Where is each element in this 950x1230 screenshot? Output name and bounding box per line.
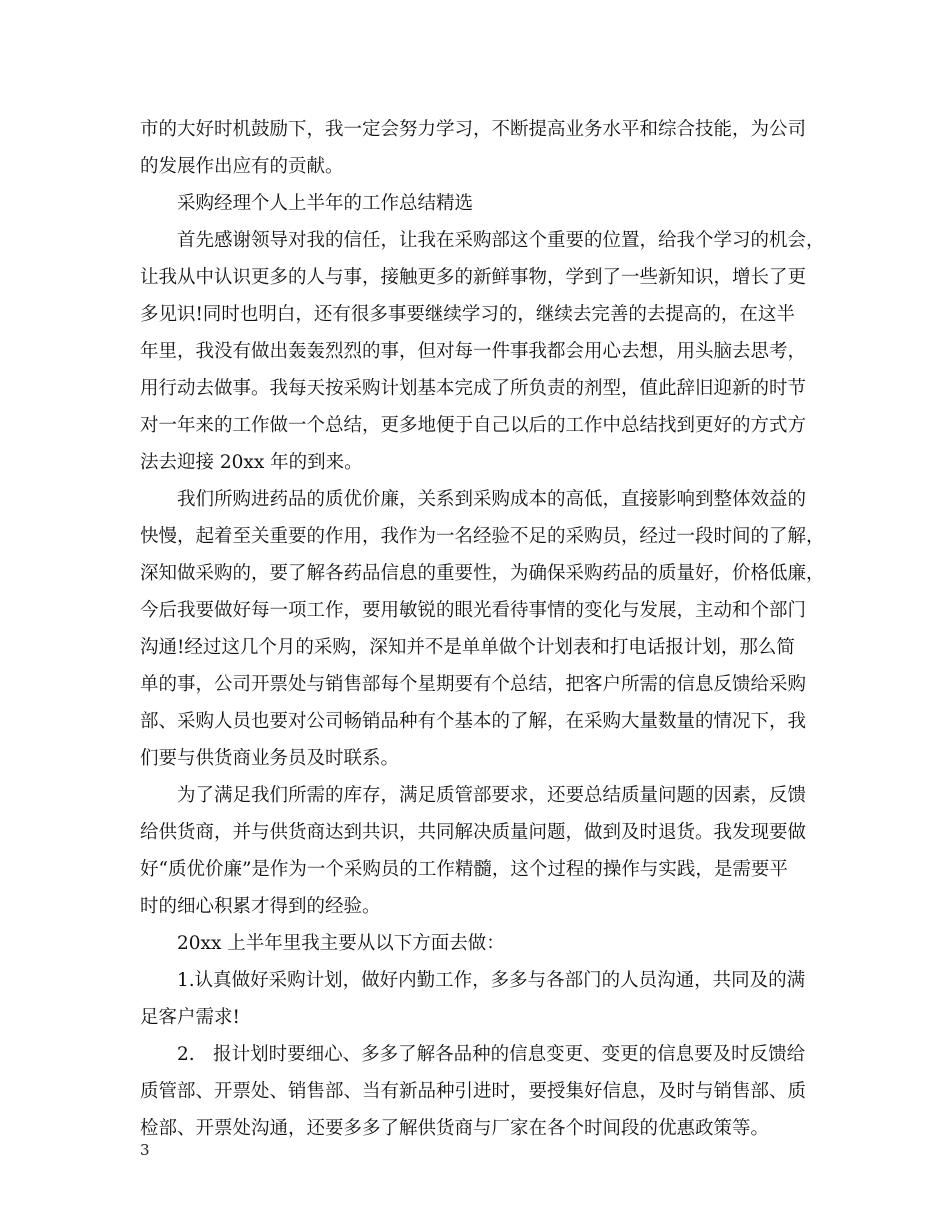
text-line: 用行动去做事。我每天按采购计划基本完成了所负责的剂型，值此辞旧迎新的时节 xyxy=(140,378,807,399)
text-line: 多见识!同时也明白，还有很多事要继续学习的，继续去完善的去提高的，在这半 xyxy=(140,304,795,325)
page-number: 3 xyxy=(140,1141,150,1159)
text-line: 20xx 上半年里我主要从以下方面去做： xyxy=(140,933,505,954)
text-line: 足客户需求! xyxy=(140,1007,240,1028)
text-line: 们要与供货商业务员及时联系。 xyxy=(140,748,400,769)
text-line: 让我从中认识更多的人与事，接触更多的新鲜事物，学到了一些新知识，增长了更 xyxy=(140,267,807,288)
text-line: 时的细心积累才得到的经验。 xyxy=(140,896,381,917)
text-line: 首先感谢领导对我的信任，让我在采购部这个重要的位置，给我个学习的机会， xyxy=(140,230,825,251)
text-line: 深知做采购的，要了解各药品信息的重要性，为确保采购药品的质量好，价格低廉， xyxy=(140,563,825,584)
text-line: 的发展作出应有的贡献。 xyxy=(140,156,344,177)
text-line: 1.认真做好采购计划，做好内勤工作，多多与各部门的人员沟通，共同及的满 xyxy=(140,970,806,991)
text-line: 为了满足我们所需的库存，满足质管部要求，还要总结质量问题的因素，反馈 xyxy=(140,785,807,806)
text-line: 沟通!经过这几个月的采购，深知并不是单单做个计划表和打电话报计划，那么简 xyxy=(140,637,795,658)
text-line: 质管部、开票处、销售部、当有新品种引进时，要授集好信息，及时与销售部、质 xyxy=(140,1081,807,1102)
text-line: 今后我要做好每一项工作，要用敏锐的眼光看待事情的变化与发展，主动和个部门 xyxy=(140,600,807,621)
text-line: 对一年来的工作做一个总结，更多地便于自己以后的工作中总结找到更好的方式方 xyxy=(140,415,807,436)
section-title: 采购经理个人上半年的工作总结精选 xyxy=(140,193,474,214)
text-line: 年里，我没有做出轰轰烈烈的事，但对每一件事我都会用心去想，用头脑去思考， xyxy=(140,341,807,362)
text-line: 好“质优价廉”是作为一个采购员的工作精髓，这个过程的操作与实践，是需要平 xyxy=(140,859,788,880)
text-line: 市的大好时机鼓励下，我一定会努力学习，不断提高业务水平和综合技能，为公司 xyxy=(140,119,807,140)
text-line: 给供货商，并与供货商达到共识，共同解决质量问题，做到及时退货。我发现要做 xyxy=(140,822,807,843)
text-line: 法去迎接 20xx 年的到来。 xyxy=(140,452,363,473)
text-line: 我们所购进药品的质优价廉，关系到采购成本的高低，直接影响到整体效益的 xyxy=(140,489,807,510)
text-line: 部、采购人员也要对公司畅销品种有个基本的了解，在采购大量数量的情况下，我 xyxy=(140,711,807,732)
text-line: 检部、开票处沟通，还要多多了解供货商与厂家在各个时间段的优惠政策等。 xyxy=(140,1118,770,1139)
text-line: 2. 报计划时要细心、多多了解各品种的信息变更、变更的信息要及时反馈给 xyxy=(140,1044,806,1065)
text-line: 单的事，公司开票处与销售部每个星期要有个总结，把客户所需的信息反馈给采购 xyxy=(140,674,807,695)
text-line: 快慢，起着至关重要的作用，我作为一名经验不足的采购员，经过一段时间的了解， xyxy=(140,526,825,547)
